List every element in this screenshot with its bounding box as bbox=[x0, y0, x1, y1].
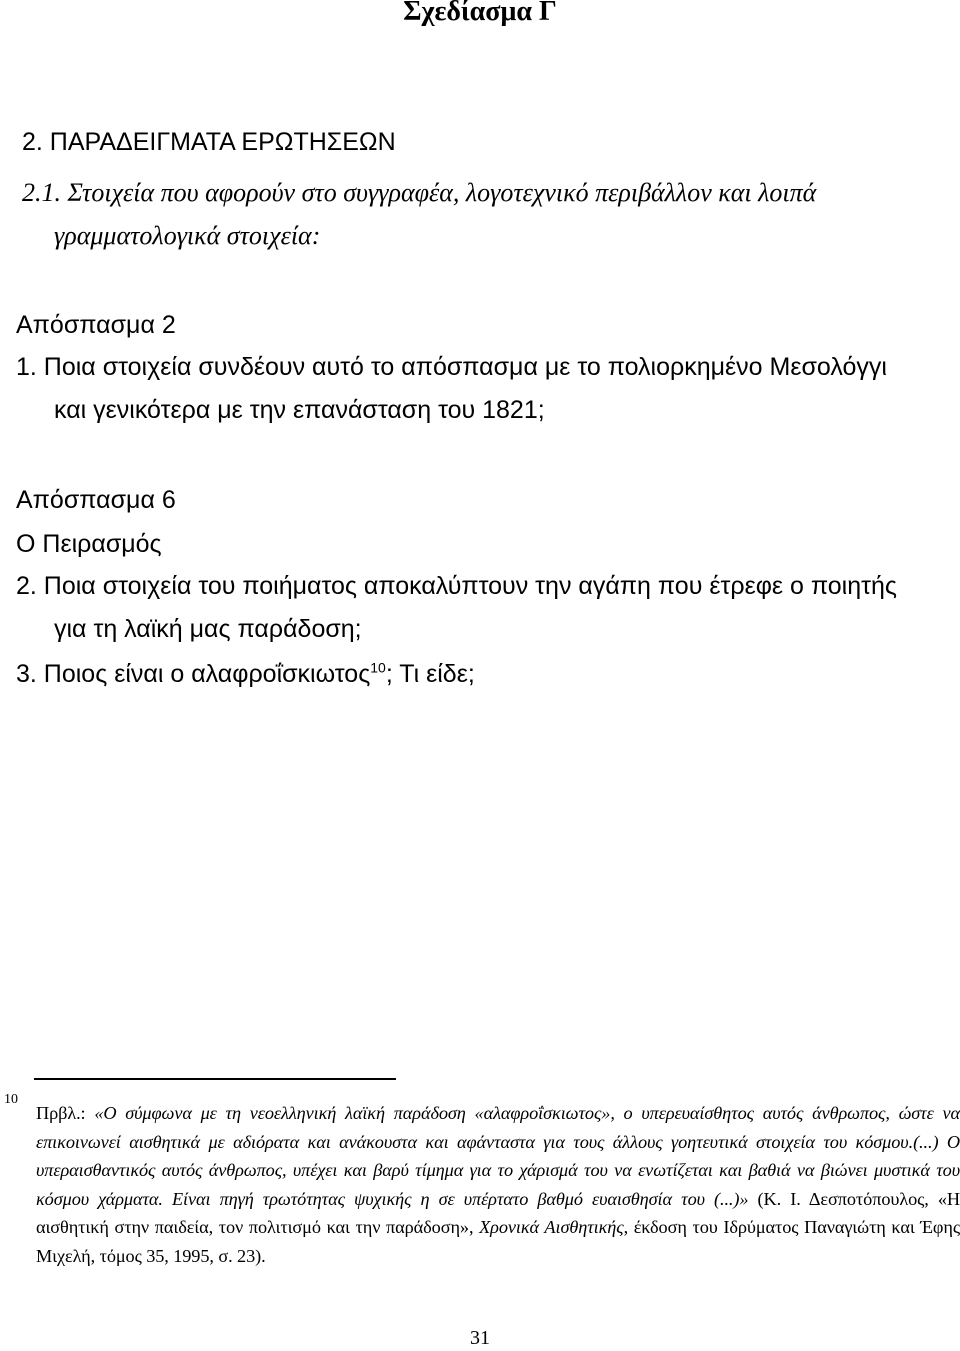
question-1-line-1: 1. Ποια στοιχεία συνδέουν αυτό το απόσπασμα με το πολιορκημένο Μεσολόγγι bbox=[16, 353, 887, 381]
footnote-journal: Χρονικά Αισθητικής bbox=[479, 1217, 624, 1237]
question-1-line-2: και γενικότερα με την επανάσταση του 1821; bbox=[54, 396, 545, 424]
poem-title: Ο Πειρασμός bbox=[16, 530, 162, 558]
footnote-marker: 10 bbox=[4, 1092, 18, 1107]
footnote-prefix: Πρβλ.: bbox=[36, 1103, 95, 1123]
question-3 bbox=[16, 657, 475, 691]
page-number: 31 bbox=[470, 1327, 490, 1349]
footnote-separator bbox=[34, 1078, 396, 1080]
footnote-citation-end: , έκδοση του Ιδρύματος Παναγιώτη και Έφης Μιχελή, τόμος 35, 1995, σ. 23). bbox=[36, 1217, 960, 1266]
footnote-quote: «Ο σύμφωνα με τη νεοελληνική λαϊκή παράδοση «αλαφροΐσκιωτος», ο υπερευαίσθητος αυτός άνθρωπος, ώστε να επικοινωνεί αισθητικά με αδιόρατα και ανάκουστα και αφάνταστα για τους άλλους γοητευτικά στοιχεία του κόσμου.(...) Ο υπεραισθαντικός αυτός άνθρωπος, υπέχει και βαρύ τίμημα για το χάρισμά του να ενωτίζεται και βαθιά να βιώνει μυστικά του κόσμου χάρματα. Είναι πηγή τρωτότητας ψυχικής η σε υπέρτατο βαθμό ευαισθησία του (...)» bbox=[36, 1103, 960, 1209]
question-3-text: 3. Ποιος είναι ο αλαφροΐσκιωτος bbox=[16, 660, 371, 688]
page-header-title: Σχεδίασμα Γ bbox=[403, 0, 557, 27]
excerpt-2-title: Απόσπασμα 2 bbox=[16, 311, 176, 339]
question-3-text-end: ; Τι είδε; bbox=[385, 660, 475, 688]
footnote-citation: (Κ. Ι. Δεσποτόπουλος, «Η αισθητική στην παιδεία, τον πολιτισμό και την παράδοση», bbox=[36, 1188, 960, 1237]
section-heading: 2. ΠΑΡΑΔΕΙΓΜΑΤΑ ΕΡΩΤΗΣΕΩΝ bbox=[22, 128, 396, 156]
excerpt-6-title: Απόσπασμα 6 bbox=[16, 486, 176, 514]
question-2-line-1: 2. Ποια στοιχεία του ποιήματος αποκαλύπτουν την αγάπη που έτρεφε ο ποιητής bbox=[16, 572, 897, 600]
footnote-text bbox=[36, 1099, 960, 1270]
footnote-reference[interactable]: 10 bbox=[370, 659, 386, 676]
subsection-heading-line-1: 2.1. Στοιχεία που αφορούν στο συγγραφέα, λογοτεχνικό περιβάλλον και λοιπά bbox=[22, 178, 817, 207]
question-2-line-2: για τη λαϊκή μας παράδοση; bbox=[54, 615, 362, 643]
subsection-heading-line-2: γραμματολογικά στοιχεία: bbox=[54, 221, 321, 250]
